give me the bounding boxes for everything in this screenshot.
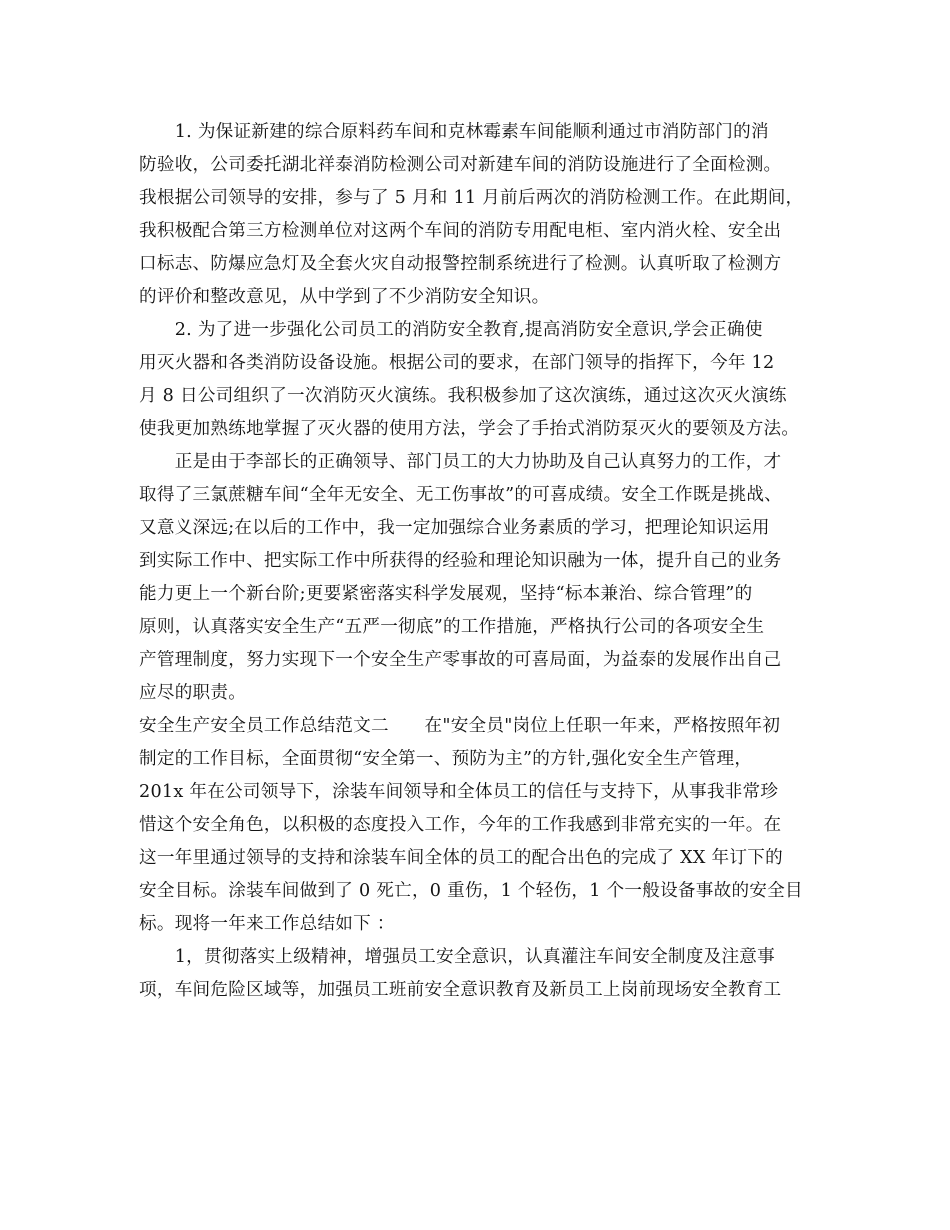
text-line: 防验收，公司委托湖北祥泰消防检测公司对新建车间的消防设施进行了全面检测。 — [139, 155, 782, 175]
text-line: 能力更上一个新台阶;更要紧密落实科学发展观，坚持“标本兼治、综合管理”的 — [139, 584, 753, 604]
text-line: 这一年里通过领导的支持和涂装车间全体的员工的配合出色的完成了 XX 年订下的 — [139, 848, 783, 868]
text-line: 标。现将一年来工作总结如下 ： — [139, 914, 395, 934]
text-line: 产管理制度，努力实现下一个安全生产零事故的可喜局面，为益泰的发展作出自己 — [139, 650, 782, 670]
text-line: 安全目标。涂装车间做到了 0 死亡，0 重伤，1 个轻伤，1 个一般设备事故的安全目 — [139, 881, 803, 901]
text-line: 1. 为保证新建的综合原料药车间和克林霉素车间能顺利通过市消防部门的消 — [139, 122, 769, 142]
text-line: 2. 为了进一步强化公司员工的消防安全教育,提高消防安全意识,学会正确使 — [139, 320, 763, 340]
text-line: 制定的工作目标，全面贯彻“安全第一、预防为主”的方针,强化安全生产管理， — [139, 749, 753, 769]
text-line: 我积极配合第三方检测单位对这两个车间的消防专用配电柜、室内消火栓、安全出 — [139, 221, 782, 241]
text-line: 取得了三氯蔗糖车间“全年无安全、无工伤事故”的可喜成绩。安全工作既是挑战、 — [139, 485, 783, 505]
text-line: 惜这个安全角色，以积极的态度投入工作，今年的工作我感到非常充实的一年。在 — [139, 815, 782, 835]
text-line: 使我更加熟练地掌握了灭火器的使用方法，学会了手抬式消防泵灭火的要领及方法。 — [139, 419, 800, 439]
text-line: 201x 年在公司领导下，涂装车间领导和全体员工的信任与支持下，从事我非常珍 — [139, 782, 779, 802]
text-line: 应尽的职责。 — [139, 683, 247, 703]
text-line: 正是由于李部长的正确领导、部门员工的大力协助及自己认真努力的工作，才 — [139, 452, 782, 472]
text-line: 月 8 日公司组织了一次消防灭火演练。我积极参加了这次演练，通过这次灭火演练 — [139, 386, 787, 406]
text-line: 1，贯彻落实上级精神，增强员工安全意识，认真灌注车间安全制度及注意事 — [139, 947, 775, 967]
text-line: 到实际工作中、把实际工作中所获得的经验和理论知识融为一体，提升自己的业务 — [139, 551, 782, 571]
text-line: 我根据公司领导的安排，参与了 5 月和 11 月前后两次的消防检测工作。在此期间， — [139, 188, 804, 208]
text-line: 原则，认真落实安全生产“五严一彻底”的工作措施，严格执行公司的各项安全生 — [139, 617, 765, 637]
text-line: 项，车间危险区域等，加强员工班前安全意识教育及新员工上岗前现场安全教育工 — [139, 980, 782, 1000]
text-line: 用灭火器和各类消防设备设施。根据公司的要求，在部门领导的指挥下，今年 12 — [139, 353, 775, 373]
text-line: 的评价和整改意见，从中学到了不少消防安全知识。 — [139, 287, 550, 307]
text-line: 口标志、防爆应急灯及全套火灾自动报警控制系统进行了检测。认真听取了检测方 — [139, 254, 782, 274]
text-line: 安全生产安全员工作总结范文二 在"安全员"岗位上任职一年来，严格按照年初 — [139, 716, 781, 736]
text-line: 又意义深远;在以后的工作中，我一定加强综合业务素质的学习，把理论知识运用 — [139, 518, 770, 538]
